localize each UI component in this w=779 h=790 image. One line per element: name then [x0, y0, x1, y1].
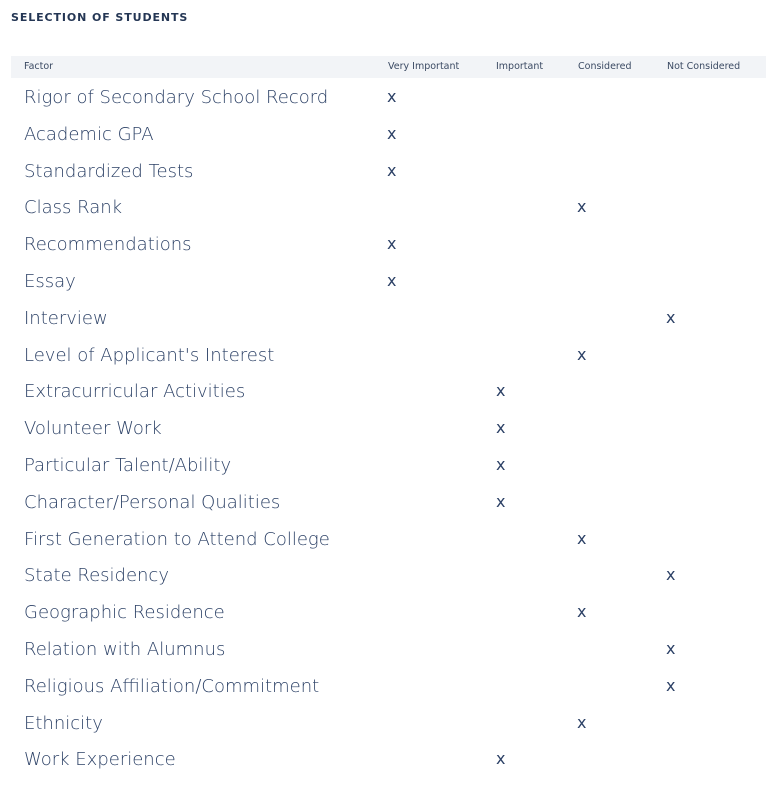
table-row — [11, 190, 766, 227]
factor-label: Interview — [24, 307, 108, 329]
rating-mark-considered: x — [577, 712, 587, 732]
factor-label: Relation with Alumnus — [24, 638, 226, 660]
table-row — [11, 117, 766, 154]
factor-label: State Residency — [24, 565, 169, 587]
header-very-important: Very Important — [388, 61, 460, 72]
rating-mark-considered: x — [577, 528, 587, 548]
factor-label: Level of Applicant's Interest — [24, 344, 275, 366]
factor-label: Volunteer Work — [24, 418, 162, 440]
table-row — [11, 632, 766, 669]
factor-label: First Generation to Attend College — [24, 528, 330, 550]
factor-label: Rigor of Secondary School Record — [24, 87, 329, 108]
factor-label: Geographic Residence — [24, 602, 225, 624]
rating-mark-very-important: x — [387, 160, 397, 180]
table-row — [11, 80, 766, 117]
rating-mark-important: x — [496, 381, 506, 401]
rating-mark-not-considered: x — [666, 638, 676, 658]
rating-mark-important: x — [496, 418, 506, 438]
factor-label: Particular Talent/Ability — [24, 454, 232, 476]
table-row — [11, 227, 766, 264]
header-considered: Considered — [578, 61, 632, 72]
table-row — [11, 595, 766, 632]
table-row — [11, 522, 766, 559]
factor-label: Essay — [24, 270, 76, 292]
table-row — [11, 338, 766, 375]
table-row — [11, 411, 766, 448]
factor-label: Recommendations — [24, 234, 192, 256]
table-row — [11, 264, 766, 301]
table-row — [11, 448, 766, 485]
table-row — [11, 301, 766, 338]
rating-mark-important: x — [496, 454, 506, 474]
factor-label: Standardized Tests — [24, 160, 194, 182]
table-row — [11, 154, 766, 191]
rating-mark-considered: x — [577, 344, 587, 364]
rating-mark-very-important: x — [387, 87, 397, 106]
rating-mark-considered: x — [577, 197, 587, 217]
rating-mark-considered: x — [577, 602, 587, 622]
factor-label: Academic GPA — [24, 123, 154, 145]
table-row — [11, 374, 766, 411]
selection-factors-table — [11, 56, 766, 779]
factor-label: Religious Affiliation/Commitment — [24, 675, 320, 697]
factor-label: Class Rank — [24, 197, 123, 219]
rating-mark-very-important: x — [387, 234, 397, 254]
header-factor: Factor — [24, 61, 54, 72]
rating-mark-not-considered: x — [666, 307, 676, 327]
factor-label: Ethnicity — [24, 712, 103, 734]
rating-mark-not-considered: x — [666, 565, 676, 585]
table-header — [11, 56, 766, 78]
factor-label: Work Experience — [24, 749, 176, 771]
table-row — [11, 669, 766, 706]
table-body — [11, 78, 766, 779]
table-row — [11, 485, 766, 522]
factor-label: Character/Personal Qualities — [24, 491, 281, 513]
table-row — [11, 706, 766, 743]
rating-mark-important: x — [496, 491, 506, 511]
table-row — [11, 558, 766, 595]
rating-mark-very-important: x — [387, 123, 397, 143]
rating-mark-very-important: x — [387, 270, 397, 290]
rating-mark-important: x — [496, 749, 506, 769]
section-title: SELECTION OF STUDENTS — [11, 11, 189, 24]
factor-label: Extracurricular Activities — [24, 381, 246, 403]
header-important: Important — [496, 61, 544, 72]
table-row — [11, 742, 766, 779]
header-not-considered: Not Considered — [667, 61, 741, 72]
rating-mark-not-considered: x — [666, 675, 676, 695]
